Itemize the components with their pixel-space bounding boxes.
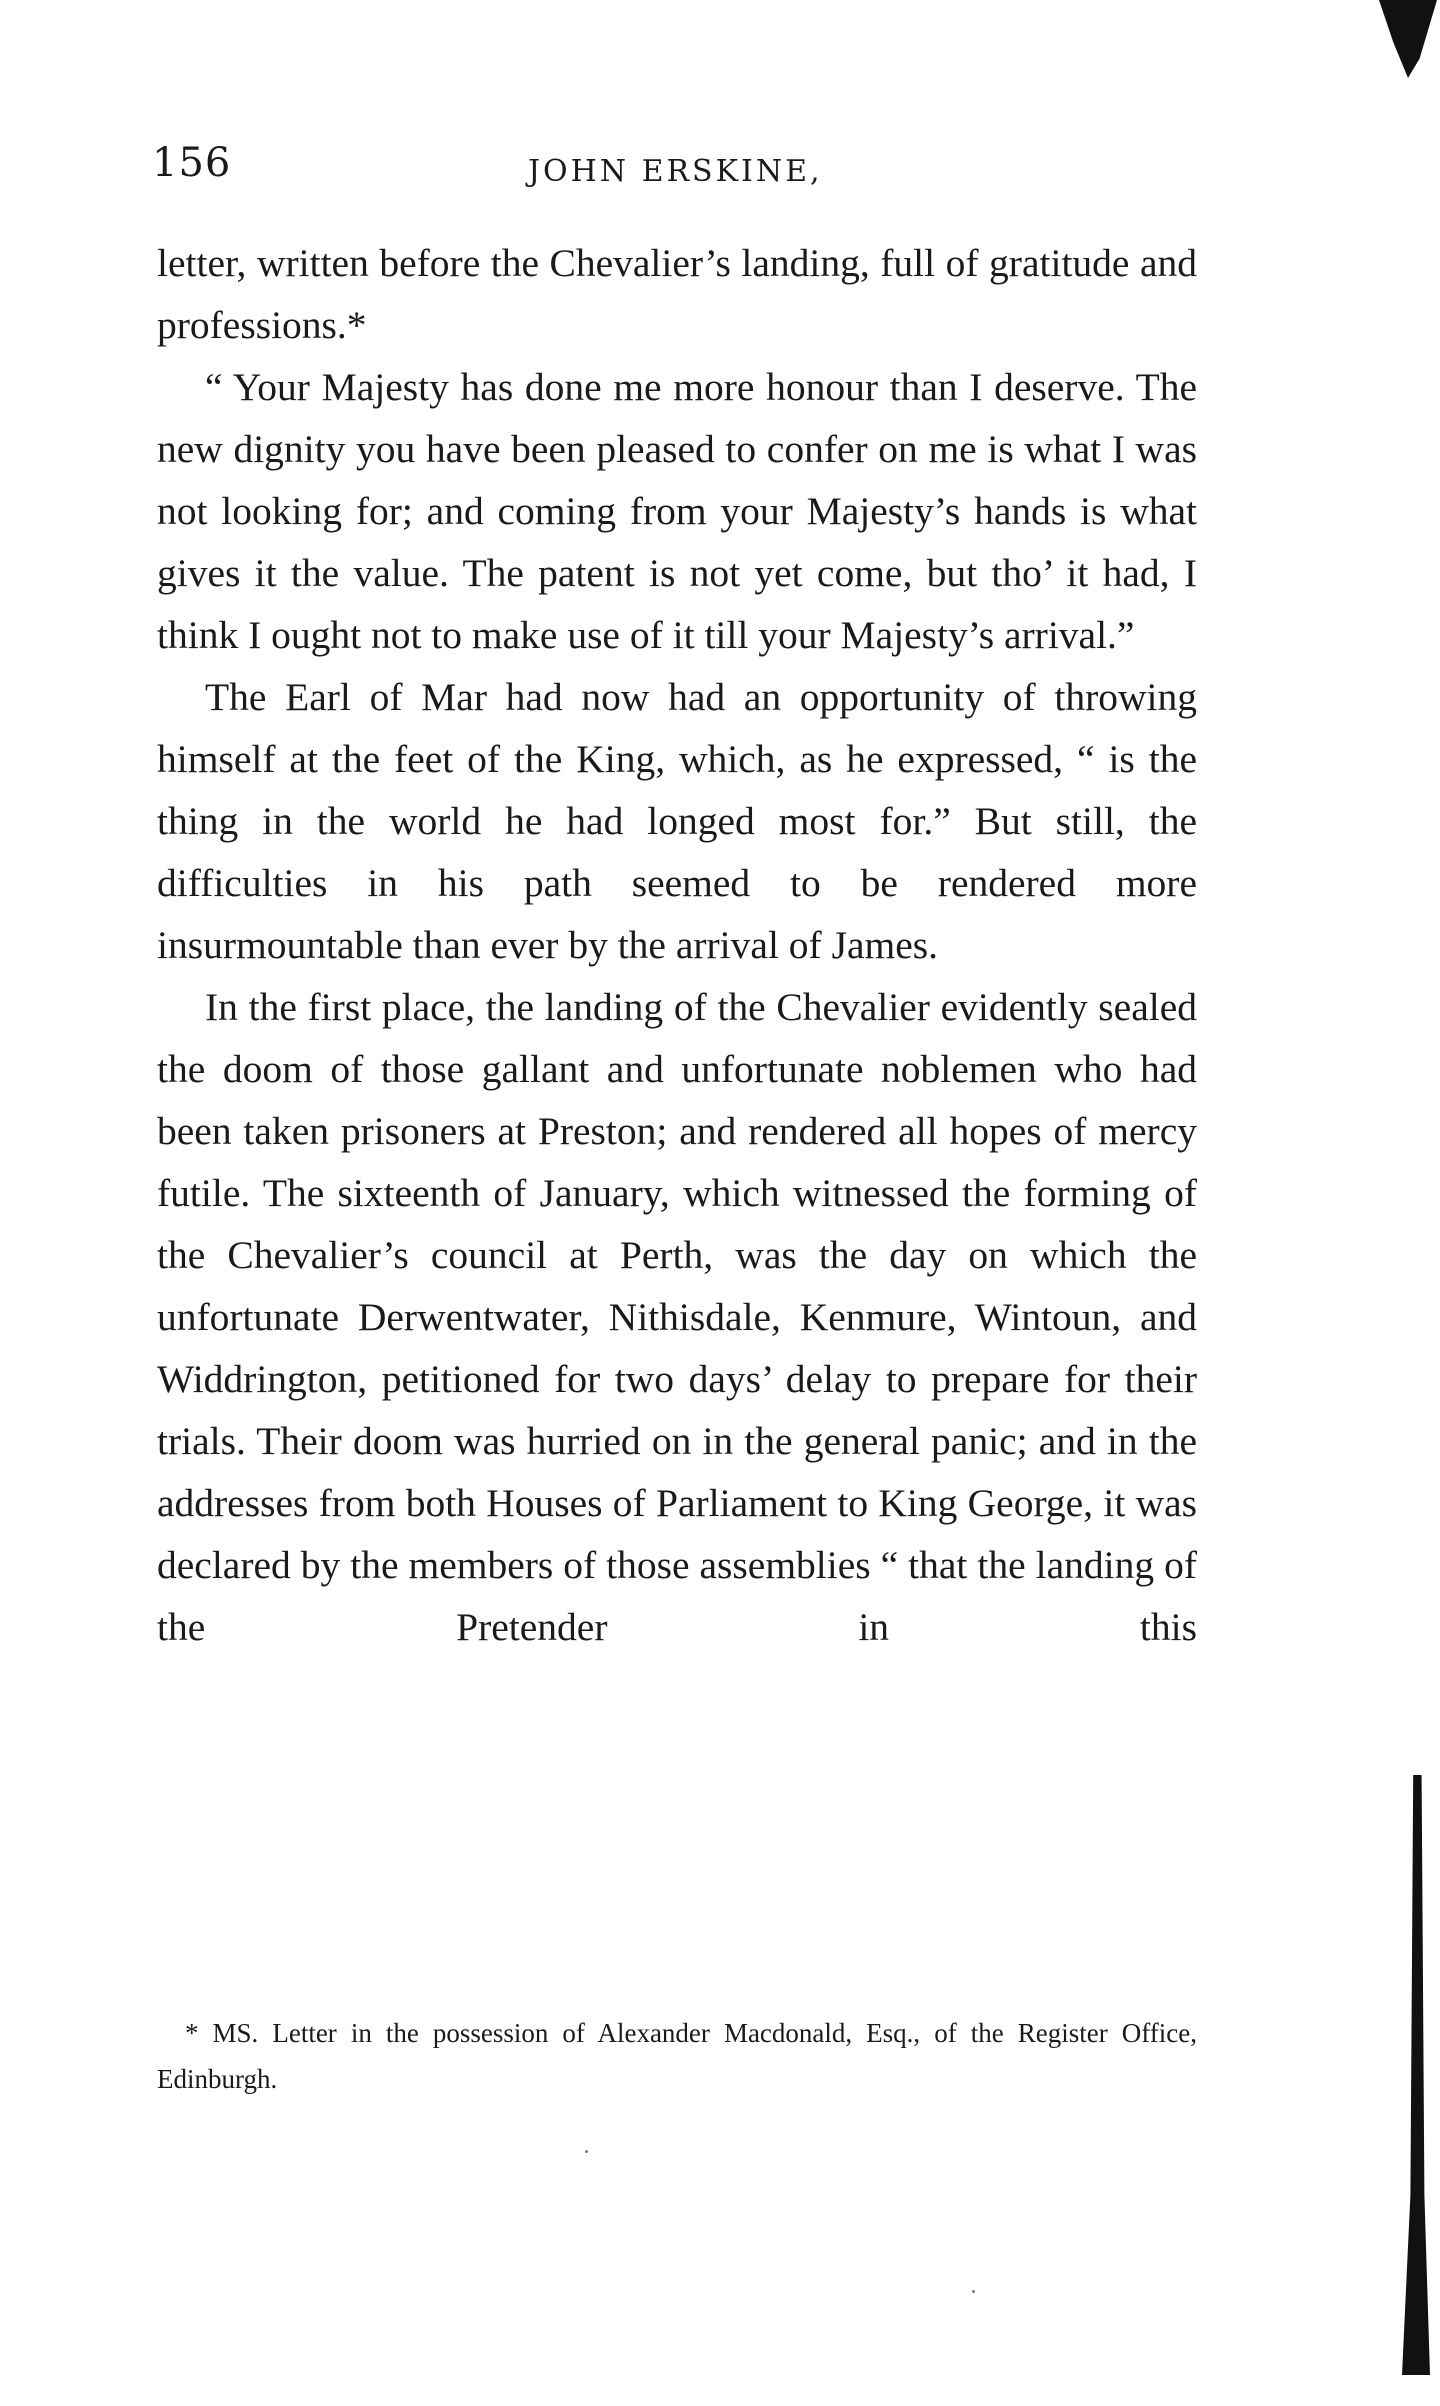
footnote-text: * MS. Letter in the possession of Alexander Macdonald, Esq., of the Register Office, Edinburgh.	[157, 2018, 1197, 2094]
scan-edge-mark-bottom	[1402, 1775, 1430, 2375]
page-number: 156	[152, 140, 232, 186]
paragraph-earl-of-mar: The Earl of Mar had now had an opportunity of throwing himself at the feet of the King, which, as he expressed, “ is the thing in the world he had longed most for.” But still, the difficulties in his path seemed to be rendered more insurmountable than ever by the arrival of James.	[157, 675, 1197, 967]
page-header	[152, 140, 1202, 200]
footnote	[157, 2010, 1197, 2102]
paragraph-continuation: letter, written before the Chevalier’s landing, full of gratitude and professions.*	[157, 241, 1197, 347]
paragraph-first-place: In the first place, the landing of the Chevalier evidently sealed the doom of those gallant and unfortunate noblemen who had been taken prisoners at Preston; and rendered all hopes of mercy futile. The sixteenth of January, which witnessed the forming of the Chevalier’s council at Perth, was the day on which the unfortunate Derwentwater, Nithisdale, Kenmure, Wintoun, and Widdrington, petitioned for two days’ delay to prepare for their trials. Their doom was hurried on in the general panic; and in the addresses from both Houses of Parliament to King George, it was declared by the members of those assemblies “ that the landing of the Pretender in this	[157, 985, 1197, 1649]
scan-speck	[585, 2150, 588, 2153]
running-head: JOHN ERSKINE,	[528, 154, 823, 189]
paragraph-quoted-letter: “ Your Majesty has done me more honour than I deserve. The new dignity you have been pleased to confer on me is what I was not looking for; and coming from your Majesty’s hands is what gives it the value. The patent is not yet come, but tho’ it had, I think I ought not to make use of it till your Majesty’s arrival.”	[157, 365, 1197, 657]
body-text	[157, 232, 1197, 1658]
scan-speck	[972, 2290, 975, 2293]
scan-edge-mark-top	[1379, 0, 1437, 78]
